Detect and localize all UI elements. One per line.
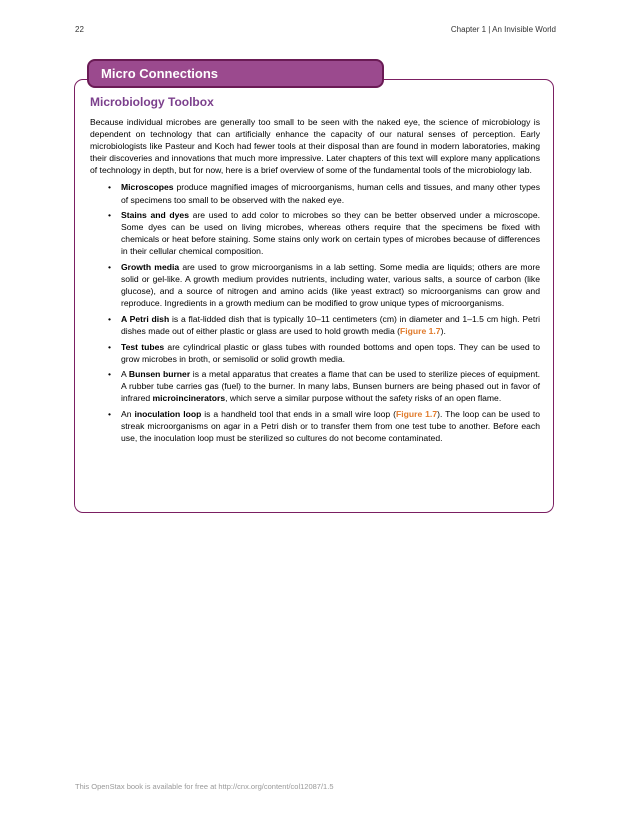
- item-text: is a handheld tool that ends in a small wire loop (: [201, 409, 396, 420]
- term: inoculation loop: [134, 409, 202, 420]
- bullet-icon: •: [108, 313, 112, 324]
- item-text-start: An: [121, 409, 135, 420]
- running-head: Chapter 1 | An Invisible World: [450, 25, 556, 34]
- item-text-end: ). The loop can be used to streak microorganisms on agar in a Petri dish or to transfer them from one test tube to another. Before each use, the inoculation loop must be sterilized so cultures do not become contaminated.: [121, 409, 541, 444]
- tool-list: [90, 181, 540, 444]
- term: Test tubes: [121, 341, 165, 352]
- term: Stains and dyes: [121, 210, 189, 221]
- list-item-stains: [90, 209, 540, 257]
- footer-text: This OpenStax book is available for free at http://cnx.org/content/col12087/1.5: [75, 782, 334, 791]
- bullet-icon: •: [108, 262, 112, 273]
- term: Bunsen burner: [128, 369, 191, 380]
- item-text-end: , which serve a similar purpose without the safety risks of an open flame.: [225, 393, 502, 404]
- figure-link[interactable]: Figure 1.7: [395, 409, 438, 420]
- term-secondary: microincinerators: [152, 393, 226, 404]
- page-number: 22: [75, 25, 84, 34]
- list-item-bunsen-burner: [90, 368, 540, 404]
- term: Growth media: [121, 262, 180, 273]
- item-text: produce magnified images of microorganisms, human cells and tissues, and many other types of specimens too small to be observed with the naked eye.: [121, 182, 540, 205]
- list-item-microscopes: [90, 181, 540, 205]
- figure-link[interactable]: Figure 1.7: [399, 326, 441, 336]
- bullet-icon: •: [108, 341, 112, 352]
- list-item-inoculation-loop: [90, 408, 540, 444]
- list-item-test-tubes: [90, 341, 540, 365]
- intro-paragraph: Because individual microbes are generally too small to be seen with the naked eye, the science of microbiology is dependent on technology that can artificially enhance the capacity of our natural senses of perception. Early microbiologists like Pasteur and Koch had fewer tools at their disposal than are found in modern laboratories, making their discoveries and innovations that much more impressive. Later chapters of this text will explore many applications of technology in depth, but for now, here is a brief overview of some of the fundamental tools of the microbiology lab.: [90, 117, 540, 176]
- bullet-icon: •: [108, 369, 112, 380]
- feature-title: Microbiology Toolbox: [90, 95, 214, 109]
- term: A Petri dish: [121, 313, 170, 324]
- feature-tab: Micro Connections: [87, 59, 384, 88]
- feature-content: [90, 116, 540, 448]
- list-item-petri-dish: [90, 313, 540, 337]
- item-text-end: ).: [440, 326, 446, 336]
- item-text: is a flat-lidded dish that is typically 10–11 centimeters (cm) in diameter and 1–1.5 cm high. Petri dishes made out of either plastic or glass are used to hold growth media (: [121, 313, 540, 336]
- item-text: are cylindrical plastic or glass tubes with rounded bottoms and open tops. They can be used to grow microbes in broth, or semisolid or solid growth media.: [121, 341, 540, 364]
- bullet-icon: •: [108, 210, 112, 221]
- list-item-growth-media: [90, 261, 540, 309]
- item-text: are used to add color to microbes so they can be better observed under a microscope. Some dyes can be used on living microbes, whereas others require that the specimens be fixed with chemicals or heat before staining. Some stains only work on certain types of microbes because of differences in their cellular chemical composition.: [121, 210, 540, 257]
- term: Microscopes: [121, 182, 174, 193]
- item-text-start: A: [121, 369, 129, 380]
- bullet-icon: •: [108, 409, 112, 420]
- item-text: is a metal apparatus that creates a flame that can be used to sterilize pieces of equipment. A rubber tube carries gas (fuel) to the burner. In many labs, Bunsen burners are being phased out in favor of infrared: [121, 369, 540, 404]
- bullet-icon: •: [108, 182, 112, 193]
- item-text: are used to grow microorganisms in a lab setting. Some media are liquids; others are more solid or gel-like. A growth medium provides nutrients, including water, various salts, a source of carbon (like glucose), and a source of nitrogen and amino acids (like yeast extract) so microorganisms can grow and reproduce. Ingredients in a growth medium can be modified to grow unique types of microorganisms.: [121, 262, 540, 309]
